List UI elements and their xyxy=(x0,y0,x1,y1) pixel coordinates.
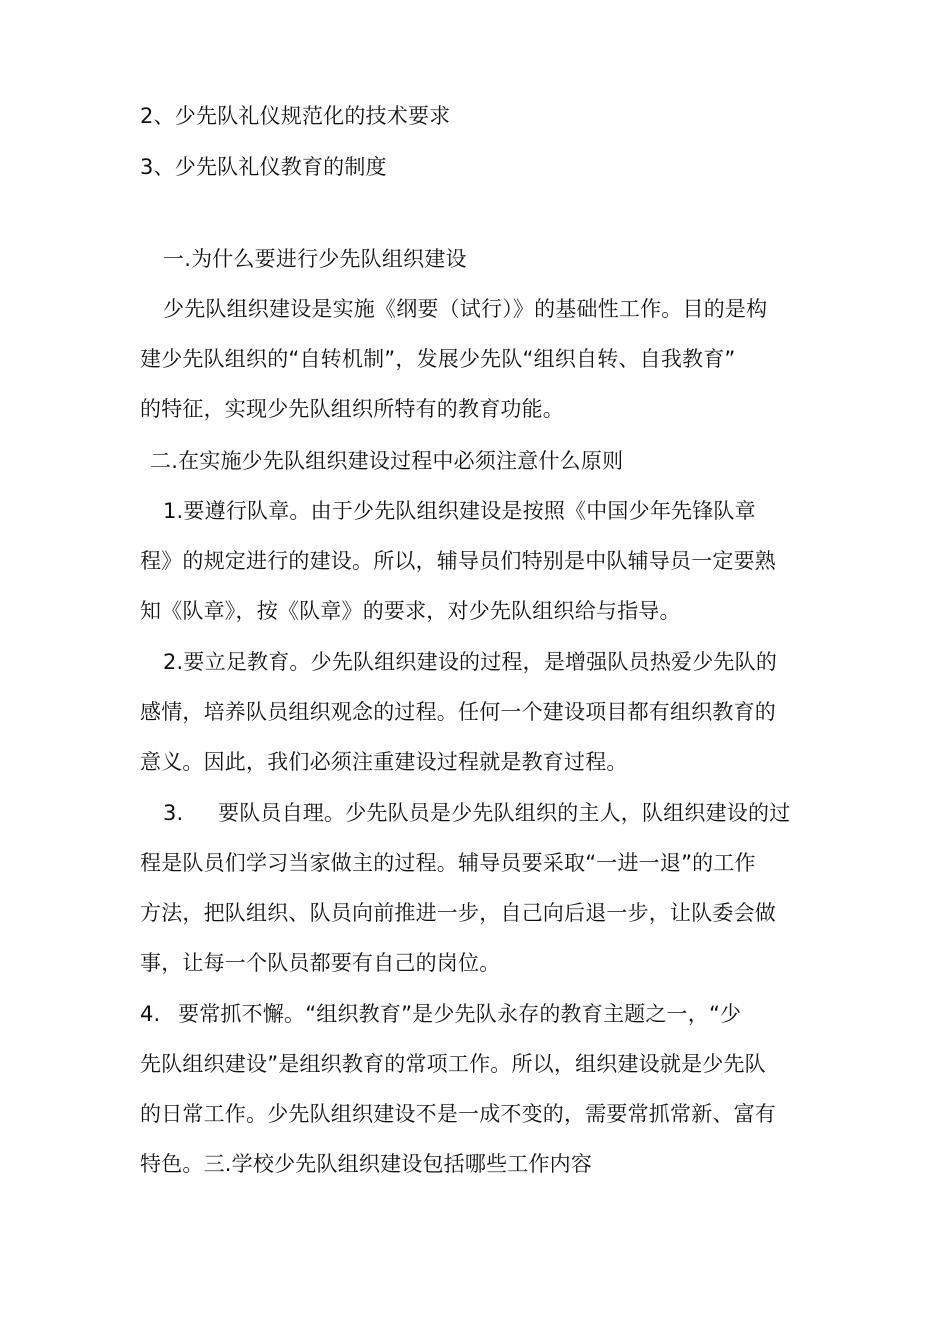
paragraph-line: 先队组织建设”是组织教育的常项工作。所以，组织建设就是少先队 xyxy=(140,1052,766,1076)
paragraph-line: 少先队组织建设是实施《纲要（试行）》的基础性工作。目的是构 xyxy=(163,297,768,321)
paragraph-line: 2.要立足教育。少先队组织建设的过程，是增强队员热爱少先队的 xyxy=(163,650,778,674)
paragraph-line: 程》的规定进行的建设。所以，辅导员们特别是中队辅导员一定要熟 xyxy=(140,549,776,573)
paragraph-line: 要常抓不懈。“组织教育”是少先队永存的教育主题之一，“少 xyxy=(178,1002,742,1026)
paragraph-line: 知《队章》，按《队章》的要求，对少先队组织给与指导。 xyxy=(140,599,681,623)
list-number: 4. xyxy=(140,1002,161,1026)
paragraph-line: 要队员自理。少先队员是少先队组织的主人，队组织建设的过 xyxy=(218,801,791,825)
paragraph-line: 建少先队组织的“自转机制”，发展少先队“组织自转、自我教育” xyxy=(140,347,736,371)
list-item: 3、少先队礼仪教育的制度 xyxy=(140,155,387,179)
paragraph-line: 的日常工作。少先队组织建设不是一成不变的，需要常抓常新、富有 xyxy=(140,1102,776,1126)
paragraph-line: 的特征，实现少先队组织所特有的教育功能。 xyxy=(140,397,564,421)
paragraph-line: 意义。因此，我们必须注重建设过程就是教育过程。 xyxy=(140,750,628,774)
section-heading: 一.为什么要进行少先队组织建设 xyxy=(163,247,467,271)
paragraph-line: 事，让每一个队员都要有自己的岗位。 xyxy=(140,951,501,975)
paragraph-line: 感情，培养队员组织观念的过程。任何一个建设项目都有组织教育的 xyxy=(140,700,776,724)
paragraph-line: 1.要遵行队章。由于少先队组织建设是按照《中国少年先锋队章 xyxy=(163,499,756,523)
list-number: 3. xyxy=(163,801,184,825)
paragraph-line: 特色。三.学校少先队组织建设包括哪些工作内容 xyxy=(140,1152,593,1176)
paragraph-line: 程是队员们学习当家做主的过程。辅导员要采取“一进一退”的工作 xyxy=(140,851,756,875)
section-heading: 二.在实施少先队组织建设过程中必须注意什么原则 xyxy=(150,449,624,473)
paragraph-line: 方法，把队组织、队员向前推进一步，自己向后退一步，让队委会做 xyxy=(140,901,776,925)
list-item: 2、少先队礼仪规范化的技术要求 xyxy=(140,104,451,128)
